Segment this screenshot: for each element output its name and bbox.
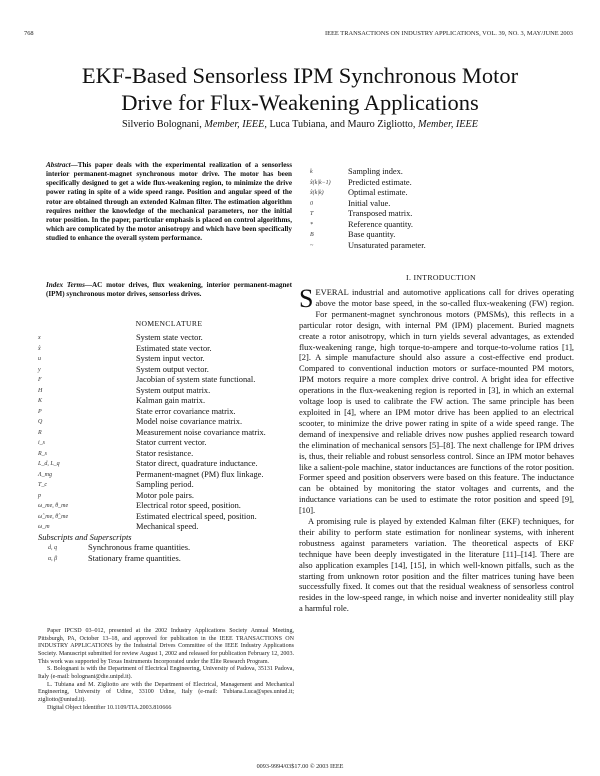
subsup-symbol: α, β [48,555,58,562]
nomenclature-symbol: i_s [38,440,46,446]
nomenclature-symbol: T [310,211,314,217]
nomenclature-symbol: x̂(k|k−1) [310,179,331,186]
nomenclature-definition: Estimated state vector. [136,343,212,353]
nomenclature-item [38,365,294,376]
nomenclature-item [310,167,570,178]
nomenclature-symbol: K [38,398,43,404]
nomenclature-item [38,491,294,502]
author-1-role: Member, IEEE [204,119,265,130]
nomenclature-definition: Base quantity. [348,230,396,239]
nomenclature-item [38,512,294,523]
nomenclature-symbol: Λ_mg [38,471,52,478]
drop-cap: S [299,284,314,313]
nomenclature-symbol: * [310,221,313,228]
nomenclature-item [310,241,570,252]
footnote-paragraph: Digital Object Identifier 10.1109/TIA.2003.810666 [47,704,172,711]
nomenclature-definition: Optimal estimate. [348,188,408,197]
nomenclature-definition: Sampling index. [348,167,403,176]
nomenclature-item [38,396,294,407]
author-list [40,119,560,130]
introduction-body [299,284,574,614]
nomenclature-heading: NOMENCLATURE [135,319,203,328]
nomenclature-symbol: R [38,429,42,436]
nomenclature-definition: Transposed matrix. [348,209,413,218]
nomenclature-symbol: ~ [310,242,314,249]
nomenclature-definition: Measurement noise covariance matrix. [136,427,266,437]
nomenclature-symbol: p [38,492,41,499]
nomenclature-item [310,220,570,231]
nomenclature-symbol: B [310,232,314,238]
nomenclature-definition: Motor pole pairs. [136,490,194,500]
nomenclature-definition: System state vector. [136,333,203,342]
nomenclature-definition: Sampling period. [136,480,194,489]
nomenclature-definition: System output matrix. [136,385,211,395]
index-terms-text: AC motor drives, flux weakening, interior permanent-magnet (IPM) synchronous motor drives, sensorless drives. [46,281,292,299]
nomenclature-item [310,188,570,199]
nomenclature-item [38,428,294,439]
nomenclature-item [38,354,294,365]
nomenclature-definition: Estimated electrical speed, position. [136,511,257,521]
intro-paragraph-1 [299,284,574,516]
copyright-footer: 0093-9994/03$17.00 © 2003 IEEE [256,763,344,770]
paper-title [40,62,560,116]
nomenclature-definition: Unsaturated parameter. [348,240,426,250]
nomenclature-symbol: ω_me, θ_me [38,503,69,509]
nomenclature-item [38,407,294,418]
nomenclature-definition: Stator current vector. [136,438,207,447]
subsup-symbol: d, q [48,545,57,551]
index-terms-label: Index Terms— [46,281,93,289]
first-page-footnote [38,628,294,712]
nomenclature-definition: Jacobian of system state functional. [136,375,256,384]
nomenclature-definition: System output vector. [136,364,209,374]
nomenclature-symbol: ω̂_me, θ̂_me [38,513,69,520]
nomenclature-item [38,470,294,481]
nomenclature-symbol: x̂(k|k) [310,190,324,196]
abstract [46,161,292,243]
nomenclature-symbol: u [38,356,41,362]
nomenclature-symbol: T_c [38,482,47,488]
nomenclature-symbol: P [38,408,42,415]
nomenclature-definition: Stator resistance. [136,448,194,458]
nomenclature-definition: Predicted estimate. [348,177,412,187]
nomenclature-item [310,199,570,210]
author-3-role: Member, IEEE [418,119,478,130]
title-line-1: EKF-Based Sensorless IPM Synchronous Motor [81,63,519,88]
nomenclature-symbol: H [38,387,43,394]
section-heading-introduction: I. INTRODUCTION [406,273,476,282]
nomenclature-symbol: 0 [310,200,313,207]
nomenclature-item [310,209,570,220]
intro-paragraph-1-text: EVERAL industrial and automotive applications call for drives operating above the motor base speed, in the so-called flux-weakening (FW) region. For permanent-magnet synchronous motors (PMSMs), this reflects in a particular rotor design, with internal PM (IPM) placement. Buried magnets create a rotor anisotropy, which in turn yields several advantages, as extended flux-weakening range, high torque-to-ampere and torque-to-volume ratios [1], [2]. A simple manufacture should also assure a cost-effective end product. Compared to conventional induction motors or surface-mounted PM motors, IPM motors require a more complex drive control. A bright idea for effective operations in the flux-weakening region is reported in [3], in which an external voltage loop is used to calibrate the FW action. The same principle has been exploited in [4], where an IPM motor drive has been applied to an electrical scooter, to minimize the drive power rating in spite of a wide speed range. The demand of inexpensive and reliable drives now pushes applied research toward the elimination of mechanical sensors [5]–[8]. The next challenge for IPM drives is, thus, their reliable and robust sensorless control. Since an IPM motor behaves like a salient-pole machine, stator inductances are functions of the rotor position. Former speed and position observers were based on this feature. The inductance can be obtained by monitoring the stator voltages and currents, and the inductance variations can be used to estimate the rotor position and speed [9], [10]. [299,287,574,516]
nomenclature-symbol: y [38,366,41,373]
footnote-paragraph: L. Tubiana and M. Zigliotto are with the Department of Electrical, Management and Mechanical Engineering, University of Udine, 33100 Udine, Italy (e-mail: Tubiana.Luca@spes.uniud.it; zigliotto@uniud.it). [38,681,294,703]
nomenclature-item [310,178,570,189]
nomenclature-symbol: L_d, L_q [38,461,60,467]
subsup-item [38,543,294,554]
nomenclature-symbol: F [38,377,42,383]
nomenclature-definition: Initial value. [348,198,391,208]
subsup-definition: Stationary frame quantities. [88,553,181,563]
footnote-paragraph: Paper IPCSD 03–012, presented at the 2002 Industry Applications Society Annual Meeting, Pittsburgh, PA, October 13–18, and approved for publication in the IEEE TRANSACTIONS ON INDUSTRY APPLICATIONS by the Industrial Drives Committee of the IEEE Industry Applications Society. Manuscript submitted for review August 1, 2002 and released for publication February 12, 2003. This work was supported by Texas Instruments Incorporated under the Elite Research Program. [38,628,294,665]
title-line-2: Drive for Flux-Weakening Applications [121,90,479,115]
abstract-label: Abstract— [46,161,78,169]
nomenclature-symbol: Q [38,419,43,425]
nomenclature-definition: Permanent-magnet (PM) flux linkage. [136,469,264,479]
nomenclature-list [38,333,294,564]
nomenclature-symbol: x [38,335,41,341]
index-terms [46,281,292,299]
nomenclature-item [38,417,294,428]
nomenclature-item [38,386,294,397]
nomenclature-item [38,375,294,386]
nomenclature-definition: Mechanical speed. [136,522,199,531]
nomenclature-symbol: x̂ [38,345,41,352]
subsup-heading: Subscripts and Superscripts [38,532,132,542]
nomenclature-continued [310,167,570,251]
nomenclature-item [38,344,294,355]
nomenclature-definition: Electrical rotor speed, position. [136,501,241,510]
footnote-paragraph: S. Bolognani is with the Department of Electrical Engineering, University of Padova, 35131 Padova, Italy (e-mail: bolognani@die.unipd.it). [38,666,294,680]
nomenclature-definition: Reference quantity. [348,219,414,229]
nomenclature-item [38,501,294,512]
nomenclature-definition: State error covariance matrix. [136,406,236,416]
nomenclature-item [38,333,294,344]
nomenclature-symbol: R_s [38,450,47,457]
nomenclature-definition: Kalman gain matrix. [136,396,206,405]
nomenclature-item [38,449,294,460]
nomenclature-item [38,480,294,491]
subsup-definition: Synchronous frame quantities. [88,543,191,552]
nomenclature-symbol: k [310,169,313,175]
author-1: Silverio Bolognani, [122,119,205,130]
nomenclature-item [310,230,570,241]
abstract-text: This paper deals with the experimental realization of a sensorless interior permanent-magnet synchronous motor drive. The motor has been specifically designed to get a wide flux-weakening region, to minimize the drive power rating in spite of a wide speed range. Position and angular speed of the rotor are obtained through an extended Kalman filter. The estimation algorithm requires neither the knowledge of the mechanical parameters, nor the initial rotor position. In the paper, particular emphasis is placed on control algorithms, which are complicated by the motor anisotropy and which have been specifically studied to enhance the overall system performance. [46,161,292,243]
nomenclature-definition: Model noise covariance matrix. [136,417,243,426]
nomenclature-item [38,459,294,470]
nomenclature-symbol: ω_m [38,524,50,530]
subsup-item [38,554,294,565]
nomenclature-definition: System input vector. [136,354,205,363]
intro-paragraph-2: A promising rule is played by extended Kalman filter (EKF) techniques, for their ability to perform state estimation for nonlinear systems, with inherent robustness against parameters variation. The theoretical aspects of EKF technique have been deeply investigated in the literature [11]–[14]. There are also application examples [14], [15], in which well-known pitfalls, such as the starting from unknown rotor position and the filter matrices tuning have been successfully fixed. It comes out that the residual weakness of sensorless control resides in the low-speed range, in which noise and inverter nonideality still play a harmful role. [299,516,574,614]
nomenclature-item [38,438,294,449]
page-number: 768 [24,30,34,37]
nomenclature-definition: Stator direct, quadrature inductance. [136,459,258,468]
author-2-3: , Luca Tubiana, and Mauro Zigliotto, [264,119,418,130]
running-header: IEEE TRANSACTIONS ON INDUSTRY APPLICATIONS, VOL. 39, NO. 3, MAY/JUNE 2003 [324,30,573,37]
nomenclature-item [38,522,294,533]
